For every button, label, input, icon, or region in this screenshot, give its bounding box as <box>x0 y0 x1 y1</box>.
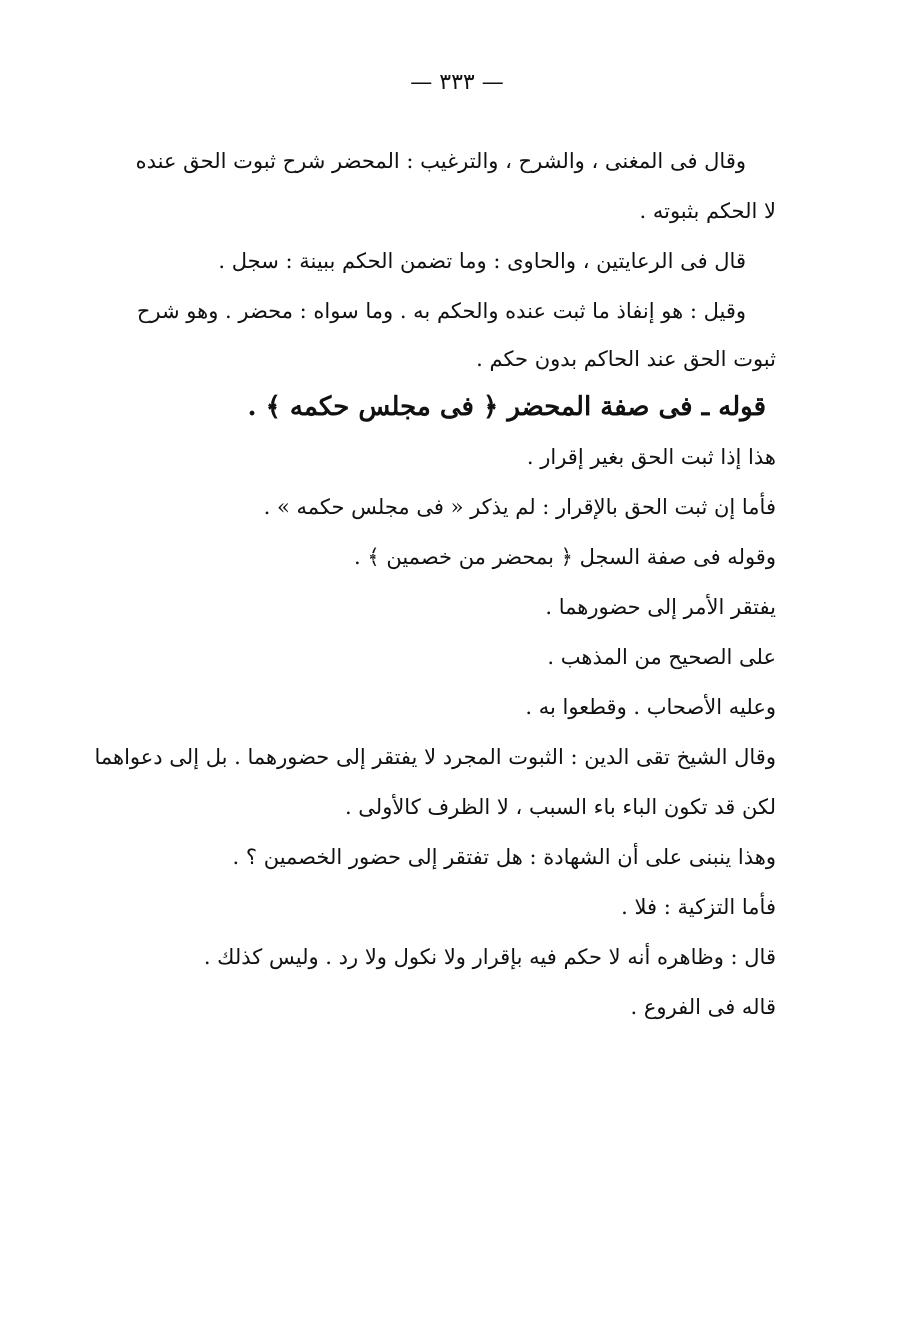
paragraph-line: يفتقر الأمر إلى حضورهما . <box>545 595 776 619</box>
body-text <box>94 136 776 1032</box>
page-number: — ٣٣٣ — <box>410 70 504 95</box>
paragraph-line: قال فى الرعايتين ، والحاوى : وما تضمن الحكم ببينة : سجل . <box>218 249 746 273</box>
paragraph-line: قاله فى الفروع . <box>630 995 776 1019</box>
paragraph-line: فأما التزكية : فلا . <box>621 895 776 919</box>
paragraph-line: وهذا ينبنى على أن الشهادة : هل تفتقر إلى حضور الخصمين ؟ . <box>232 845 776 869</box>
paragraph-line: وقال الشيخ تقى الدين : الثبوت المجرد لا يفتقر إلى حضورهما . بل إلى دعواهما <box>94 745 776 769</box>
paragraph-line: لكن قد تكون الباء باء السبب ، لا الظرف كالأولى . <box>344 795 776 819</box>
section-heading: قوله ـ فى صفة المحضر ﴿ فى مجلس حكمه ﴾ . <box>247 392 766 422</box>
paragraph-line: وعليه الأصحاب . وقطعوا به . <box>525 695 776 719</box>
paragraph-line: على الصحيح من المذهب . <box>547 645 776 669</box>
paragraph-line: ثبوت الحق عند الحاكم بدون حكم . <box>476 347 776 371</box>
paragraph-line: وقوله فى صفة السجل ﴿ بمحضر من خصمين ﴾ . <box>354 545 776 569</box>
paragraph-line: وقيل : هو إنفاذ ما ثبت عنده والحكم به . وما سواه : محضر . وهو شرح <box>136 299 746 323</box>
paragraph-line: وقال فى المغنى ، والشرح ، والترغيب : المحضر شرح ثبوت الحق عنده <box>135 149 746 173</box>
paragraph-line: قال : وظاهره أنه لا حكم فيه بإقرار ولا نكول ولا رد . وليس كذلك . <box>203 945 776 969</box>
paragraph-line: لا الحكم بثبوته . <box>639 199 776 223</box>
paragraph-line: هذا إذا ثبت الحق بغير إقرار . <box>526 445 776 469</box>
paragraph-line: فأما إن ثبت الحق بالإقرار : لم يذكر « فى مجلس حكمه » . <box>263 495 776 519</box>
